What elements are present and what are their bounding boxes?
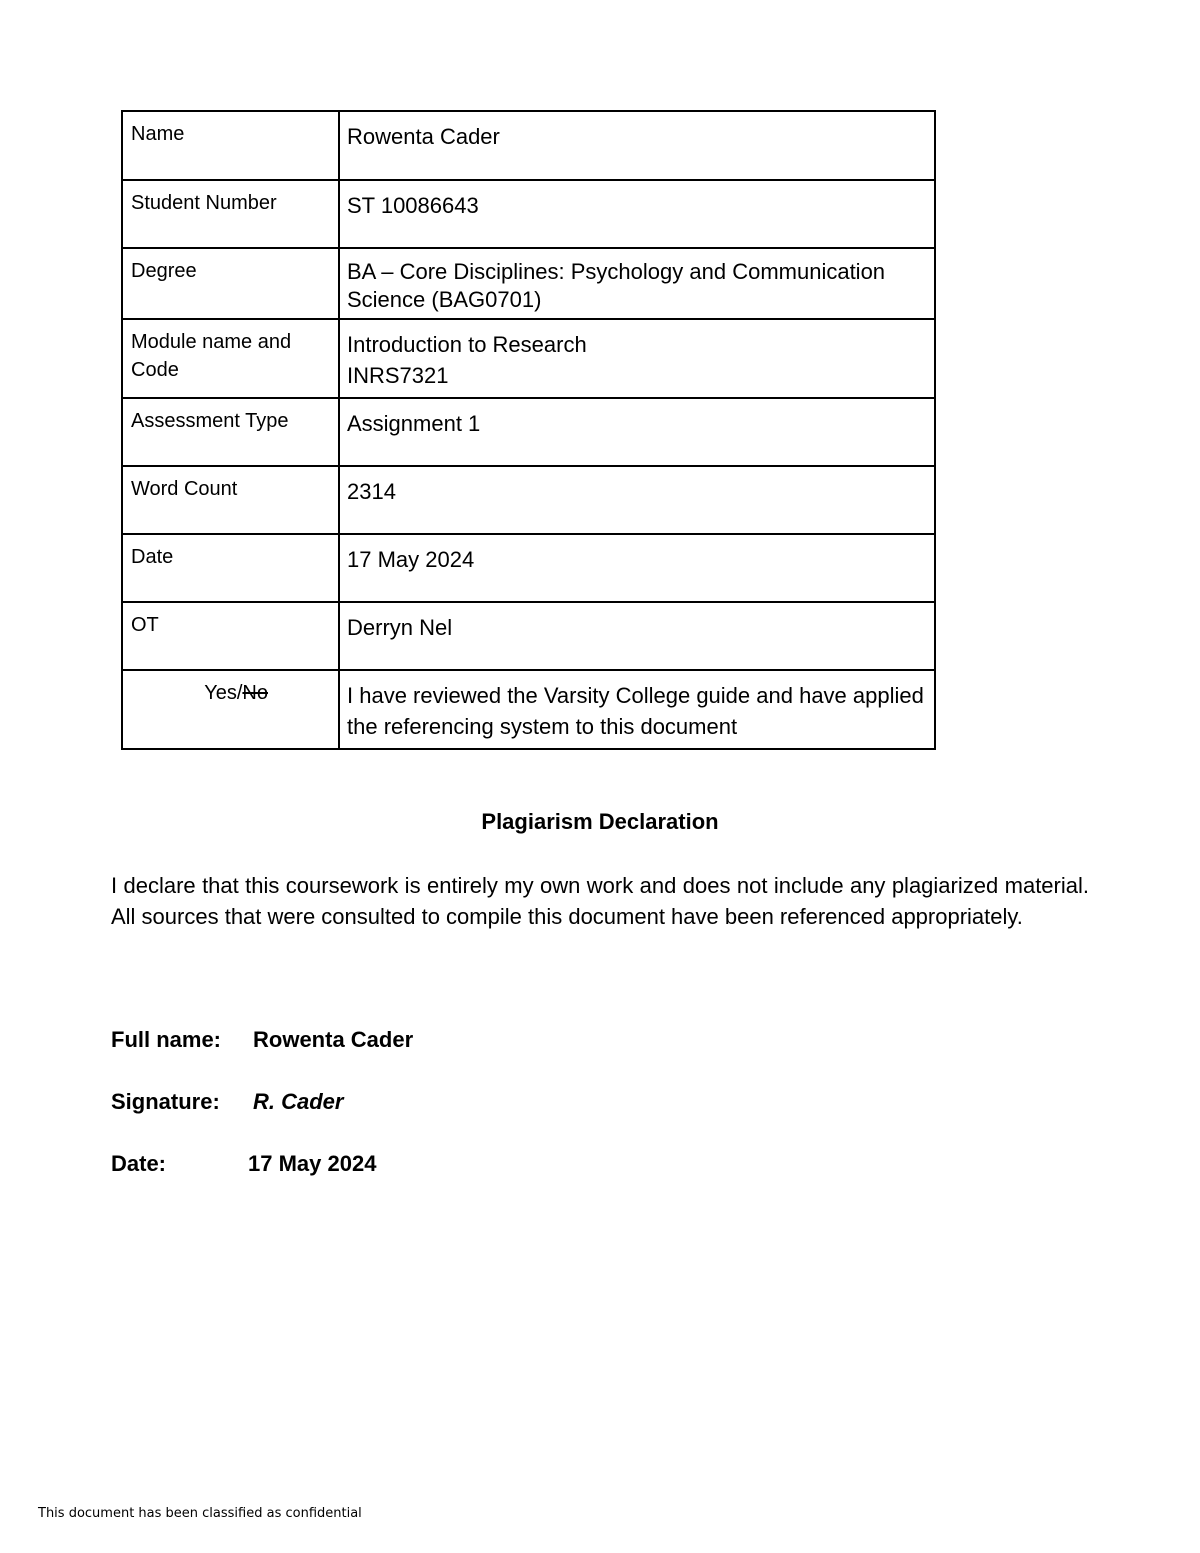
table-row [122,466,935,534]
table-row [122,602,935,670]
row-label: Word Count [122,466,339,534]
yes-option: Yes/ [204,682,243,704]
row-label: Degree [122,248,339,319]
date-line [111,1150,377,1178]
row-value: I have reviewed the Varsity College guide and have applied the referencing system to this document [339,670,935,749]
table-row [122,319,935,398]
referencing-yes-no [122,670,339,749]
module-name: Introduction to Research [347,332,587,357]
row-value: BA – Core Disciplines: Psychology and Communication Science (BAG0701) [339,248,935,319]
table-row [122,111,935,180]
full-name-value: Rowenta Cader [253,1027,414,1052]
declaration-heading: Plagiarism Declaration [481,809,719,834]
date-value: 17 May 2024 [248,1151,377,1176]
no-option-struck: No [242,682,268,704]
full-name-label: Full name: [111,1027,222,1052]
table-row [122,248,935,319]
signature-line [111,1088,344,1116]
full-name-line [111,1026,414,1054]
row-label: Name [122,111,339,180]
row-value: Assignment 1 [339,398,935,466]
table-row [122,534,935,602]
row-value: Rowenta Cader [339,111,935,180]
row-label: OT [122,602,339,670]
cover-sheet-table [121,110,936,750]
row-value [339,319,935,398]
row-label: Date [122,534,339,602]
date-label: Date: [111,1151,167,1176]
row-value: 2314 [339,466,935,534]
row-label: Assessment Type [122,398,339,466]
declaration-text: I declare that this coursework is entirely my own work and does not include any plagiarized material. All sources that were consulted to compile this document have been referenced appropriately. [111,873,1089,929]
module-code: INRS7321 [347,363,449,388]
row-value: ST 10086643 [339,180,935,248]
table-row [122,670,935,749]
signature-value: R. Cader [253,1089,344,1114]
row-value: Derryn Nel [339,602,935,670]
row-value: 17 May 2024 [339,534,935,602]
row-label: Module name and Code [122,319,339,398]
confidential-footer: This document has been classified as confidential [38,1506,362,1521]
table-row [122,398,935,466]
table-row [122,180,935,248]
row-label: Student Number [122,180,339,248]
signature-label: Signature: [111,1089,220,1114]
